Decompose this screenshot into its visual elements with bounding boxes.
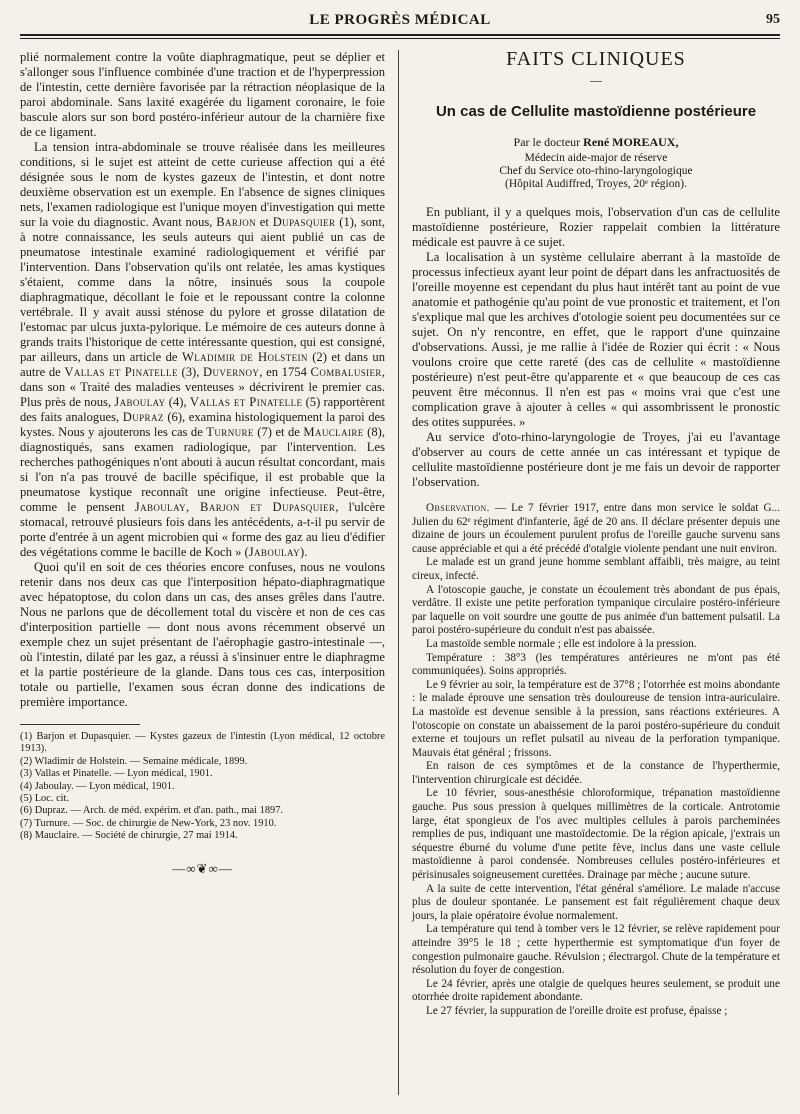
paragraph: La température qui tend à tomber vers le 12 février, se relève rapidement pour atteindre 39°5 le 18 ; cette hyperthermie est symptomatique d'un foyer de congestion pulmonaire gauche. Révulsion ; électrargol. Chute de la température et résolution du foyer de congestion. [412,923,780,977]
footnote: (3) Vallas et Pinatelle. — Lyon médical, 1901. [20,768,213,780]
section-title: FAITS CLINIQUES [506,48,686,70]
author-name: Combalusier [310,365,382,379]
author-name: Jaboulay, Barjon et Dupasquier [134,500,336,514]
ornament-divider: —∞❦∞— [172,860,233,876]
text: , en 1754 [259,365,311,379]
text: ). [300,545,308,559]
paragraph: Le 9 février au soir, la température est de 37°8 ; l'otorrhée est moins abondante : le malade éprouve une sensation très douloureuse de tension intra-auriculaire. La mastoïde est devenue sensible à la pression, sans réactions extérieures. A l'otoscopie on constate un abaissement de la paroi postéro-supérieure du conduit externe et toujours un reflet pulsatil au niveau de la perforation tympanique. Mauvais état général ; frissons. [412,678,780,759]
author-name: Jaboulay [248,545,300,559]
paragraph: Température : 38°3 (les températures antérieures ne m'ont pas été communiquées). Soins appropriés. [412,651,780,678]
left-column [20,50,385,876]
paragraph: Le 27 février, la suppuration de l'oreille droite est profuse, épaisse ; [426,1004,728,1017]
column-divider [398,50,399,1095]
paragraph: En raison de ces symptômes et de la constance de l'hyperthermie, l'intervention chirurgicale est décidée. [412,760,780,786]
text: — Le 7 février 1917, entre dans mon service le soldat G... Julien du 62ᵉ régiment d'infanterie, âgé de 20 ans. Il déclare présenter depuis une dizaine de jours un écoulement purulent profus de l'oreille gauche survenu sans cause appréciable et qui a été précédé d'otalgie violente pendant une nuit environ. [412,502,780,555]
footnote: (4) Jaboulay. — Lyon médical, 1901. [20,780,175,792]
paragraph: A l'otoscopie gauche, je constate un écoulement très abondant de pus épais, verdâtre. Il existe une petite perforation tympanique circulaire postéro-inférieure par laquelle on voit sourdre une goutte de pus animée d'un battement pulsatil. La paroi postéro-supérieure du conduit n'est pas abaissée. [412,583,780,637]
author-name: Dupasquier [272,215,336,229]
author-name: René MOREAUX, [583,135,679,149]
affiliation-line: (Hôpital Audiffred, Troyes, 20ᵉ région). [505,178,687,190]
paragraph: Le 10 février, sous-anesthésie chloroformique, trépanation mastoïdienne gauche. Pus sous pression à quelques millimètres de la corticale. Antrotomie large, état spongieux de l'os avec multiples cellules à parois parcheminées remplies de pus, indiquant une mastoïdectomie. De la région apicale, j'extrais un séquestre éburné du volume d'une petite fève, inclus dans une vaste cellule mastoïdienne à paroi condensée. Nombreuses cellules postéro-inférieures et périsinusales soigneusement curettées. Drainage par mèche ; aucune suture. [412,787,780,882]
paragraph: Quoi qu'il en soit de ces théories encore confuses, nous ne voulons retenir dans nos deux cas que l'interposition hépato-diaphragmatique avec hépatoptose, du colon dans un cas, des anses grêles dans l'autre. Nous ne parlons que de décollement total du viscère et non de ces cas d'interposition partielle — dont nous avons récemment observé un exemple chez un sujet présentant de l'aérophagie gastro-intestinale —, où l'intestin, dilaté par les gaz, a réussi à s'insinuer entre le diaphragme et la partie postérieure de la glande. Dans tous ces cas, interposition totale ou partielle, l'examen sous écran donne des indications de première importance. [20,560,385,709]
byline-prefix: Par le docteur [513,135,584,149]
author-name: Duvernoy [203,365,260,379]
text: , l'ulcère stomacal, retrouvé plusieurs fois dans les antécédents, a-t-il pu servir de porte d'entrée à un agent microbien qui « forme des gaz au lieu d'édifier des végétations comme le bacille de Koch » ( [20,500,386,559]
footnote-rule [20,724,140,725]
paragraph: Le 24 février, après une otalgie de quelques heures seulement, se produit une otorrhée droite rapidement abondante. [412,977,780,1004]
author-name: Barjon [216,215,257,229]
text: (4), [165,395,190,409]
author-name: Vallas et Pinatelle [189,395,303,409]
text: (3), [177,365,204,379]
section-dash: — [590,73,602,87]
footnote: (8) Mauclaire. — Société de chirurgie, 27 mai 1914. [20,830,238,842]
text: (5) rapportèrent des faits analogues, [20,395,385,424]
paragraph: Au service d'oto-rhino-laryngologie de Troyes, j'ai eu l'avantage d'observer au cours de cette année un cas intéressant et typique de cellulite mastoïdienne postérieure dont je me fais un devoir de rapporter l'observation. [412,430,780,489]
text: La tension intra-abdominale se trouve réalisée dans les meilleures conditions, si le sujet est atteint de cette curieuse affection qui a été désignée sous le nom de kystes gazeux de l'intestin, et dont notre deuxième observation est un exemple. En l'absence de signes cliniques nets, l'examen radiologique est l'unique moyen d'investigation qui mette sur la voie du diagnostic. Avant nous, [20,140,385,229]
author-name: Vallas et Pinatelle [64,365,178,379]
spacer [412,191,780,205]
text: (2) et dans un autre de [20,350,385,379]
header-rule [20,34,780,36]
right-column [412,50,780,1019]
footnote: (7) Turnure. — Soc. de chirurgie de New-York, 23 nov. 1910. [20,817,277,829]
author-name: Turnure [206,425,254,439]
footnotes [20,731,385,843]
text: (7) et de [253,425,304,439]
journal-title: LE PROGRÈS MÉDICAL [309,12,491,28]
paragraph: A la suite de cette intervention, l'état général s'améliore. Le malade n'accuse plus de douleur spontanée. Le pansement est fait régulièrement chaque deux jours, la plaie opératoire évolue normalement. [412,882,780,922]
author-name: Dupraz [122,410,164,424]
author-name: Wladimir de Holstein [181,350,308,364]
paragraph: La mastoïde semble normale ; elle est indolore à la pression. [426,637,697,650]
affiliation-line: Chef du Service oto-rhino-laryngologique [499,165,693,177]
observation [412,502,780,1019]
paragraph [412,502,780,556]
footnote: (6) Dupraz. — Arch. de méd. expérim. et d'an. path., mai 1897. [20,805,284,817]
text: (8), diagnostiqués, sans examen radiologique, par l'intervention. Les recherches pathogéniques n'ont abouti à aucun résultat concordant, mais si l'on n'a pas trouvé de bacille spécifique, il est probable que la pneumatose kystique reconnaît une origine infectieuse. Peut-être, comme le pensent [20,425,385,514]
paragraph: En publiant, il y a quelques mois, l'observation d'un cas de cellulite mastoïdienne postérieure, Rozier rappelait combien la littérature médicale est pauvre à ce sujet. [412,205,780,249]
paragraph: plié normalement contre la voûte diaphragmatique, peut se déplier et s'allonger sous l'influence combinée d'une traction et de l'hyperpression de l'intestin, cette dernière favorisée par la rétraction néoplasique de la paroi abdominale. Sans laxité exagérée du ligament coronaire, le foie bascule alors sur son bord postéro-inférieur autour de la charnière fixe de ce ligament. [20,50,385,139]
running-header [20,10,780,36]
author-name: Mauclaire [303,425,364,439]
affiliation [412,152,780,191]
text: , dans son « Traité des maladies venteuses » décrivirent le premier cas. Plus près de nous, [20,365,385,409]
paragraph [20,140,385,560]
paragraph: La localisation à un système cellulaire aberrant à la mastoïde de processus infectieux ayant leur point de départ dans les anfractuosités de l'oreille moyenne est cependant du plus haut intérêt tant au point de vue anatomie et pathogénie qu'au point de vue pronostic et traitement, et l'on s'explique mal que les archives d'otologie soient peu documentées sur ce sujet. On n'y rencontre, en effet, que le rapport d'une quinzaine d'observations. Aussi, je me rallie à l'idée de Rozier qui écrit : « Nous voulons croire que cette rareté (des cas de cellulite « mastoïdienne postérieure) n'est peut-être qu'apparente et « que beaucoup de ces cas peuvent être méconnus. Il n'en est pas « moins vrai que c'est une complication grave à ajouter à celles « qui assombrissent le pronostic des otites suppurées. » [412,250,780,429]
affiliation-line: Médecin aide-major de réserve [524,152,668,164]
text: (1), sont, à notre connaissance, les seuls auteurs qui aient publié un cas de pneumatose intestinale examiné radiologiquement et vérifié par l'intervention. Dans l'observation qu'ils ont relatée, les amas kystiques s'étaient, comme dans la nôtre, insinués sous la coupole diaphragmatique, décollant le foie et le repoussant contre la colonne vertébrale. Il y avait aussi sténose du pylore et grosse dilatation de l'estomac par ulcus juxta-pylorique. Le mémoire de ces auteurs donne à grands traits l'historique de cette intéressante question, qui est consigné, par ailleurs, dans un article de [20,215,385,364]
byline [412,135,780,150]
footnote: (2) Wladimir de Holstein. — Semaine médicale, 1899. [20,755,248,767]
text: (6), examina histologiquement la paroi des kystes. Nous y ajouterons les cas de [20,410,385,439]
header-rule-thin [20,38,780,39]
footnote: (5) Loc. cit. [20,793,70,805]
observation-label: Observation. [426,502,490,514]
page-number: 95 [766,12,780,27]
paragraph: Le malade est un grand jeune homme semblant affaibli, très maigre, au teint cireux, infecté. [412,556,780,582]
article-title: Un cas de Cellulite mastoïdienne postérieure [435,103,757,120]
author-name: Jaboulay [114,395,166,409]
footnote: (1) Barjon et Dupasquier. — Kystes gazeux de l'intestin (Lyon médical, 12 octobre 1913). [20,731,385,755]
text: et [256,215,273,229]
